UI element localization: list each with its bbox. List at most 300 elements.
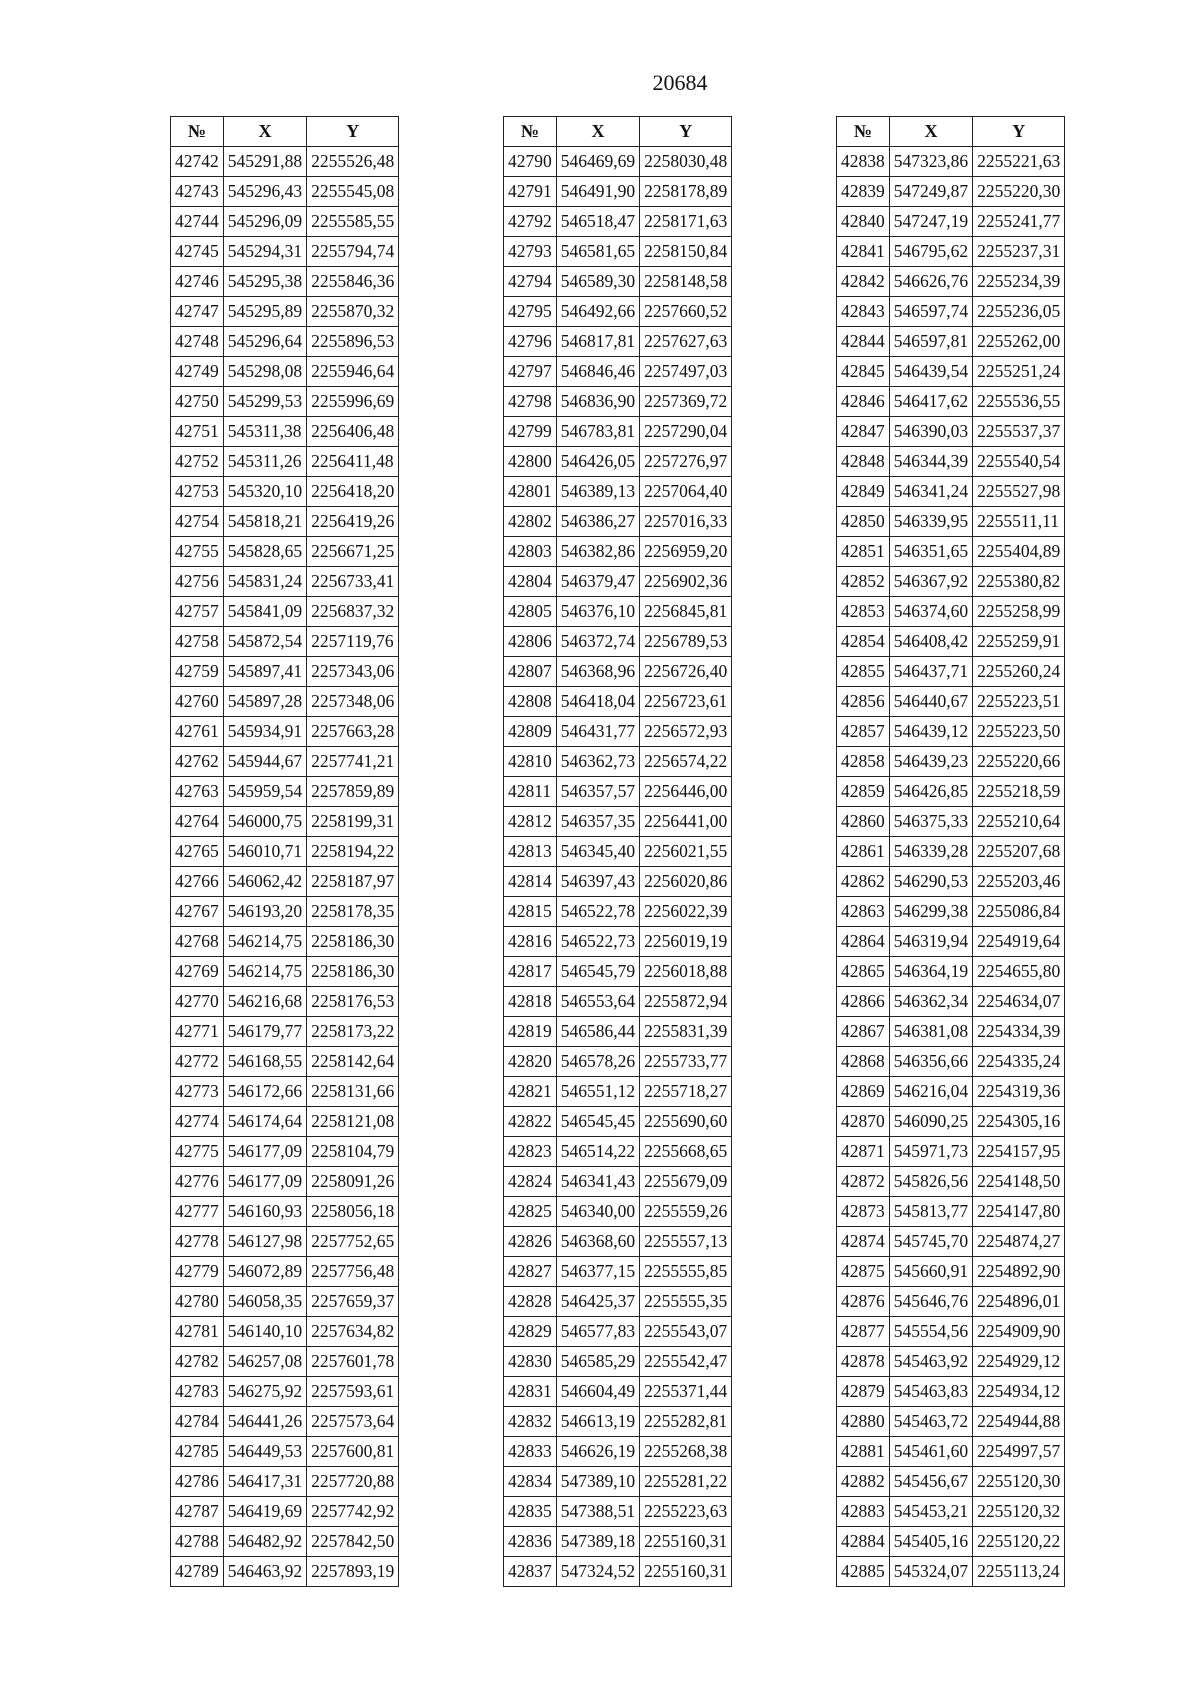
y-coordinate-cell: 2254148,50 <box>973 1167 1065 1197</box>
x-coordinate-cell: 546586,44 <box>556 1017 639 1047</box>
y-coordinate-cell: 2258121,08 <box>307 1107 399 1137</box>
y-coordinate-cell: 2254655,80 <box>973 957 1065 987</box>
x-coordinate-cell: 546368,60 <box>556 1227 639 1257</box>
y-coordinate-cell: 2255733,77 <box>640 1047 732 1077</box>
x-coordinate-cell: 546072,89 <box>223 1257 306 1287</box>
x-coordinate-cell: 546177,09 <box>223 1137 306 1167</box>
table-row <box>504 417 732 447</box>
y-coordinate-cell: 2258178,89 <box>640 177 732 207</box>
table-row <box>837 297 1065 327</box>
x-coordinate-cell: 546417,62 <box>889 387 972 417</box>
x-coordinate-cell: 546597,74 <box>889 297 972 327</box>
table-row <box>504 1377 732 1407</box>
x-coordinate-cell: 546469,69 <box>556 147 639 177</box>
table-row <box>504 987 732 1017</box>
y-coordinate-cell: 2256837,32 <box>307 597 399 627</box>
x-coordinate-cell: 546408,42 <box>889 627 972 657</box>
y-coordinate-cell: 2257016,33 <box>640 507 732 537</box>
point-number-cell: 42780 <box>171 1287 224 1317</box>
table-row <box>504 597 732 627</box>
point-number-cell: 42775 <box>171 1137 224 1167</box>
x-coordinate-cell: 546257,08 <box>223 1347 306 1377</box>
y-coordinate-cell: 2258186,30 <box>307 957 399 987</box>
x-coordinate-cell: 546357,57 <box>556 777 639 807</box>
point-number-cell: 42871 <box>837 1137 890 1167</box>
y-coordinate-cell: 2257842,50 <box>307 1527 399 1557</box>
table-row <box>504 1467 732 1497</box>
header-y: Y <box>307 117 399 147</box>
x-coordinate-cell: 545298,08 <box>223 357 306 387</box>
x-coordinate-cell: 545291,88 <box>223 147 306 177</box>
point-number-cell: 42794 <box>504 267 557 297</box>
point-number-cell: 42804 <box>504 567 557 597</box>
y-coordinate-cell: 2257290,04 <box>640 417 732 447</box>
table-row <box>837 177 1065 207</box>
x-coordinate-cell: 546551,12 <box>556 1077 639 1107</box>
y-coordinate-cell: 2257348,06 <box>307 687 399 717</box>
y-coordinate-cell: 2257741,21 <box>307 747 399 777</box>
x-coordinate-cell: 546127,98 <box>223 1227 306 1257</box>
table-row <box>504 867 732 897</box>
y-coordinate-cell: 2255536,55 <box>973 387 1065 417</box>
point-number-cell: 42754 <box>171 507 224 537</box>
table-row <box>504 1527 732 1557</box>
table-row <box>504 1017 732 1047</box>
y-coordinate-cell: 2255234,39 <box>973 267 1065 297</box>
y-coordinate-cell: 2257659,37 <box>307 1287 399 1317</box>
table-row <box>171 927 399 957</box>
y-coordinate-cell: 2256733,41 <box>307 567 399 597</box>
x-coordinate-cell: 546626,76 <box>889 267 972 297</box>
point-number-cell: 42876 <box>837 1287 890 1317</box>
point-number-cell: 42820 <box>504 1047 557 1077</box>
x-coordinate-cell: 546376,10 <box>556 597 639 627</box>
y-coordinate-cell: 2257593,61 <box>307 1377 399 1407</box>
x-coordinate-cell: 546339,28 <box>889 837 972 867</box>
table-row <box>837 777 1065 807</box>
y-coordinate-cell: 2254634,07 <box>973 987 1065 1017</box>
table-row <box>837 1407 1065 1437</box>
header-number: № <box>171 117 224 147</box>
y-coordinate-cell: 2258148,58 <box>640 267 732 297</box>
x-coordinate-cell: 546439,54 <box>889 357 972 387</box>
point-number-cell: 42786 <box>171 1467 224 1497</box>
table-row <box>504 267 732 297</box>
y-coordinate-cell: 2257893,19 <box>307 1557 399 1587</box>
point-number-cell: 42885 <box>837 1557 890 1587</box>
table-row <box>837 987 1065 1017</box>
point-number-cell: 42857 <box>837 717 890 747</box>
point-number-cell: 42838 <box>837 147 890 177</box>
point-number-cell: 42767 <box>171 897 224 927</box>
y-coordinate-cell: 2256723,61 <box>640 687 732 717</box>
point-number-cell: 42831 <box>504 1377 557 1407</box>
table-row <box>837 897 1065 927</box>
table-row <box>837 1527 1065 1557</box>
table-row <box>837 1317 1065 1347</box>
x-coordinate-cell: 545745,70 <box>889 1227 972 1257</box>
point-number-cell: 42779 <box>171 1257 224 1287</box>
y-coordinate-cell: 2256418,20 <box>307 477 399 507</box>
x-coordinate-cell: 546319,94 <box>889 927 972 957</box>
x-coordinate-cell: 546545,79 <box>556 957 639 987</box>
x-coordinate-cell: 545296,43 <box>223 177 306 207</box>
point-number-cell: 42883 <box>837 1497 890 1527</box>
x-coordinate-cell: 545463,72 <box>889 1407 972 1437</box>
table-row <box>504 447 732 477</box>
point-number-cell: 42817 <box>504 957 557 987</box>
y-coordinate-cell: 2257663,28 <box>307 717 399 747</box>
x-coordinate-cell: 546341,24 <box>889 477 972 507</box>
x-coordinate-cell: 546431,77 <box>556 717 639 747</box>
x-coordinate-cell: 545872,54 <box>223 627 306 657</box>
x-coordinate-cell: 546425,37 <box>556 1287 639 1317</box>
x-coordinate-cell: 545299,53 <box>223 387 306 417</box>
table-row <box>504 1047 732 1077</box>
y-coordinate-cell: 2256441,00 <box>640 807 732 837</box>
x-coordinate-cell: 545296,64 <box>223 327 306 357</box>
point-number-cell: 42834 <box>504 1467 557 1497</box>
x-coordinate-cell: 546419,69 <box>223 1497 306 1527</box>
table-row <box>837 1047 1065 1077</box>
y-coordinate-cell: 2257859,89 <box>307 777 399 807</box>
header-number: № <box>504 117 557 147</box>
table-row <box>171 1197 399 1227</box>
y-coordinate-cell: 2255831,39 <box>640 1017 732 1047</box>
x-coordinate-cell: 546362,34 <box>889 987 972 1017</box>
x-coordinate-cell: 546426,05 <box>556 447 639 477</box>
point-number-cell: 42830 <box>504 1347 557 1377</box>
x-coordinate-cell: 546817,81 <box>556 327 639 357</box>
table-row <box>504 537 732 567</box>
x-coordinate-cell: 545660,91 <box>889 1257 972 1287</box>
table-row <box>171 837 399 867</box>
point-number-cell: 42825 <box>504 1197 557 1227</box>
y-coordinate-cell: 2254892,90 <box>973 1257 1065 1287</box>
table-row <box>504 207 732 237</box>
point-number-cell: 42878 <box>837 1347 890 1377</box>
y-coordinate-cell: 2255160,31 <box>640 1557 732 1587</box>
x-coordinate-cell: 546417,31 <box>223 1467 306 1497</box>
y-coordinate-cell: 2256902,36 <box>640 567 732 597</box>
table-row <box>171 717 399 747</box>
x-coordinate-cell: 546397,43 <box>556 867 639 897</box>
table-row <box>171 1527 399 1557</box>
y-coordinate-cell: 2255896,53 <box>307 327 399 357</box>
table-row <box>171 1377 399 1407</box>
point-number-cell: 42797 <box>504 357 557 387</box>
x-coordinate-cell: 546386,27 <box>556 507 639 537</box>
y-coordinate-cell: 2255251,24 <box>973 357 1065 387</box>
point-number-cell: 42744 <box>171 207 224 237</box>
x-coordinate-cell: 546846,46 <box>556 357 639 387</box>
x-coordinate-cell: 546597,81 <box>889 327 972 357</box>
point-number-cell: 42826 <box>504 1227 557 1257</box>
y-coordinate-cell: 2255223,51 <box>973 687 1065 717</box>
table-row <box>171 807 399 837</box>
point-number-cell: 42765 <box>171 837 224 867</box>
point-number-cell: 42862 <box>837 867 890 897</box>
point-number-cell: 42759 <box>171 657 224 687</box>
point-number-cell: 42868 <box>837 1047 890 1077</box>
table-row <box>837 507 1065 537</box>
table-row <box>171 1437 399 1467</box>
point-number-cell: 42773 <box>171 1077 224 1107</box>
x-coordinate-cell: 545461,60 <box>889 1437 972 1467</box>
x-coordinate-cell: 545828,65 <box>223 537 306 567</box>
point-number-cell: 42861 <box>837 837 890 867</box>
table-row <box>171 1407 399 1437</box>
table-row <box>171 297 399 327</box>
point-number-cell: 42789 <box>171 1557 224 1587</box>
point-number-cell: 42856 <box>837 687 890 717</box>
point-number-cell: 42769 <box>171 957 224 987</box>
table-row <box>171 477 399 507</box>
x-coordinate-cell: 545934,91 <box>223 717 306 747</box>
table-row <box>837 1287 1065 1317</box>
y-coordinate-cell: 2255223,63 <box>640 1497 732 1527</box>
x-coordinate-cell: 546344,39 <box>889 447 972 477</box>
point-number-cell: 42798 <box>504 387 557 417</box>
y-coordinate-cell: 2254147,80 <box>973 1197 1065 1227</box>
point-number-cell: 42781 <box>171 1317 224 1347</box>
y-coordinate-cell: 2255557,13 <box>640 1227 732 1257</box>
x-coordinate-cell: 546372,74 <box>556 627 639 657</box>
y-coordinate-cell: 2255268,38 <box>640 1437 732 1467</box>
x-coordinate-cell: 546177,09 <box>223 1167 306 1197</box>
point-number-cell: 42772 <box>171 1047 224 1077</box>
table-header-row <box>837 117 1065 147</box>
point-number-cell: 42748 <box>171 327 224 357</box>
x-coordinate-cell: 545826,56 <box>889 1167 972 1197</box>
y-coordinate-cell: 2256671,25 <box>307 537 399 567</box>
y-coordinate-cell: 2254919,64 <box>973 927 1065 957</box>
point-number-cell: 42870 <box>837 1107 890 1137</box>
table-row <box>504 567 732 597</box>
x-coordinate-cell: 546000,75 <box>223 807 306 837</box>
x-coordinate-cell: 547388,51 <box>556 1497 639 1527</box>
point-number-cell: 42805 <box>504 597 557 627</box>
x-coordinate-cell: 546375,33 <box>889 807 972 837</box>
y-coordinate-cell: 2255668,65 <box>640 1137 732 1167</box>
y-coordinate-cell: 2258176,53 <box>307 987 399 1017</box>
y-coordinate-cell: 2254305,16 <box>973 1107 1065 1137</box>
point-number-cell: 42879 <box>837 1377 890 1407</box>
point-number-cell: 42802 <box>504 507 557 537</box>
point-number-cell: 42768 <box>171 927 224 957</box>
x-coordinate-cell: 546389,13 <box>556 477 639 507</box>
x-coordinate-cell: 545646,76 <box>889 1287 972 1317</box>
table-row <box>837 957 1065 987</box>
point-number-cell: 42783 <box>171 1377 224 1407</box>
x-coordinate-cell: 545456,67 <box>889 1467 972 1497</box>
x-coordinate-cell: 546553,64 <box>556 987 639 1017</box>
x-coordinate-cell: 547389,18 <box>556 1527 639 1557</box>
table-row <box>837 687 1065 717</box>
y-coordinate-cell: 2255527,98 <box>973 477 1065 507</box>
x-coordinate-cell: 546290,53 <box>889 867 972 897</box>
table-row <box>837 417 1065 447</box>
x-coordinate-cell: 546160,93 <box>223 1197 306 1227</box>
point-number-cell: 42785 <box>171 1437 224 1467</box>
point-number-cell: 42750 <box>171 387 224 417</box>
table-row <box>837 1017 1065 1047</box>
x-coordinate-cell: 546783,81 <box>556 417 639 447</box>
x-coordinate-cell: 546626,19 <box>556 1437 639 1467</box>
point-number-cell: 42840 <box>837 207 890 237</box>
table-row <box>837 1167 1065 1197</box>
x-coordinate-cell: 546795,62 <box>889 237 972 267</box>
table-row <box>837 867 1065 897</box>
y-coordinate-cell: 2256406,48 <box>307 417 399 447</box>
point-number-cell: 42828 <box>504 1287 557 1317</box>
x-coordinate-cell: 546367,92 <box>889 567 972 597</box>
x-coordinate-cell: 545311,26 <box>223 447 306 477</box>
point-number-cell: 42850 <box>837 507 890 537</box>
x-coordinate-cell: 546439,12 <box>889 717 972 747</box>
x-coordinate-cell: 546140,10 <box>223 1317 306 1347</box>
y-coordinate-cell: 2256021,55 <box>640 837 732 867</box>
y-coordinate-cell: 2255545,08 <box>307 177 399 207</box>
table-row <box>171 1347 399 1377</box>
x-coordinate-cell: 546362,73 <box>556 747 639 777</box>
point-number-cell: 42812 <box>504 807 557 837</box>
y-coordinate-cell: 2255223,50 <box>973 717 1065 747</box>
table-row <box>171 627 399 657</box>
table-row <box>504 387 732 417</box>
y-coordinate-cell: 2258056,18 <box>307 1197 399 1227</box>
y-coordinate-cell: 2255679,09 <box>640 1167 732 1197</box>
y-coordinate-cell: 2255260,24 <box>973 657 1065 687</box>
y-coordinate-cell: 2255120,32 <box>973 1497 1065 1527</box>
table-row <box>171 237 399 267</box>
table-header-row <box>504 117 732 147</box>
table-row <box>837 1437 1065 1467</box>
table-row <box>837 267 1065 297</box>
y-coordinate-cell: 2255542,47 <box>640 1347 732 1377</box>
header-y: Y <box>640 117 732 147</box>
x-coordinate-cell: 545841,09 <box>223 597 306 627</box>
x-coordinate-cell: 545463,83 <box>889 1377 972 1407</box>
x-coordinate-cell: 545405,16 <box>889 1527 972 1557</box>
table-row <box>504 1077 732 1107</box>
table-row <box>837 837 1065 867</box>
point-number-cell: 42813 <box>504 837 557 867</box>
y-coordinate-cell: 2257601,78 <box>307 1347 399 1377</box>
point-number-cell: 42858 <box>837 747 890 777</box>
y-coordinate-cell: 2256726,40 <box>640 657 732 687</box>
x-coordinate-cell: 546214,75 <box>223 927 306 957</box>
y-coordinate-cell: 2255120,30 <box>973 1467 1065 1497</box>
table-row <box>504 237 732 267</box>
point-number-cell: 42782 <box>171 1347 224 1377</box>
y-coordinate-cell: 2256419,26 <box>307 507 399 537</box>
point-number-cell: 42874 <box>837 1227 890 1257</box>
x-coordinate-cell: 546545,45 <box>556 1107 639 1137</box>
y-coordinate-cell: 2258104,79 <box>307 1137 399 1167</box>
table-row <box>504 357 732 387</box>
point-number-cell: 42837 <box>504 1557 557 1587</box>
x-coordinate-cell: 545453,21 <box>889 1497 972 1527</box>
x-coordinate-cell: 546374,60 <box>889 597 972 627</box>
table-row <box>504 1497 732 1527</box>
y-coordinate-cell: 2255220,30 <box>973 177 1065 207</box>
table-row <box>504 1107 732 1137</box>
point-number-cell: 42771 <box>171 1017 224 1047</box>
y-coordinate-cell: 2258186,30 <box>307 927 399 957</box>
point-number-cell: 42811 <box>504 777 557 807</box>
y-coordinate-cell: 2258199,31 <box>307 807 399 837</box>
x-coordinate-cell: 545897,41 <box>223 657 306 687</box>
table-row <box>837 1467 1065 1497</box>
y-coordinate-cell: 2258171,63 <box>640 207 732 237</box>
point-number-cell: 42881 <box>837 1437 890 1467</box>
table-row <box>837 1077 1065 1107</box>
x-coordinate-cell: 546390,03 <box>889 417 972 447</box>
table-row <box>171 747 399 777</box>
table-row <box>504 777 732 807</box>
x-coordinate-cell: 545944,67 <box>223 747 306 777</box>
table-row <box>504 627 732 657</box>
y-coordinate-cell: 2254319,36 <box>973 1077 1065 1107</box>
x-coordinate-cell: 546345,40 <box>556 837 639 867</box>
y-coordinate-cell: 2255371,44 <box>640 1377 732 1407</box>
point-number-cell: 42757 <box>171 597 224 627</box>
y-coordinate-cell: 2255380,82 <box>973 567 1065 597</box>
point-number-cell: 42839 <box>837 177 890 207</box>
y-coordinate-cell: 2255690,60 <box>640 1107 732 1137</box>
table-row <box>837 717 1065 747</box>
table-row <box>837 1107 1065 1137</box>
table-row <box>504 927 732 957</box>
x-coordinate-cell: 546216,04 <box>889 1077 972 1107</box>
x-coordinate-cell: 546418,04 <box>556 687 639 717</box>
point-number-cell: 42756 <box>171 567 224 597</box>
x-coordinate-cell: 545463,92 <box>889 1347 972 1377</box>
y-coordinate-cell: 2257497,03 <box>640 357 732 387</box>
y-coordinate-cell: 2257600,81 <box>307 1437 399 1467</box>
y-coordinate-cell: 2256789,53 <box>640 627 732 657</box>
table-row <box>171 1467 399 1497</box>
table-header-row <box>171 117 399 147</box>
x-coordinate-cell: 545818,21 <box>223 507 306 537</box>
table-row <box>171 597 399 627</box>
x-coordinate-cell: 546585,29 <box>556 1347 639 1377</box>
point-number-cell: 42841 <box>837 237 890 267</box>
point-number-cell: 42749 <box>171 357 224 387</box>
table-row <box>504 1287 732 1317</box>
point-number-cell: 42764 <box>171 807 224 837</box>
table-row <box>504 507 732 537</box>
y-coordinate-cell: 2255259,91 <box>973 627 1065 657</box>
table-row <box>171 1497 399 1527</box>
coordinate-table-1 <box>170 116 399 1587</box>
coordinate-table-3 <box>836 116 1065 1587</box>
table-row <box>171 327 399 357</box>
point-number-cell: 42753 <box>171 477 224 507</box>
point-number-cell: 42822 <box>504 1107 557 1137</box>
y-coordinate-cell: 2255220,66 <box>973 747 1065 777</box>
y-coordinate-cell: 2256446,00 <box>640 777 732 807</box>
y-coordinate-cell: 2257756,48 <box>307 1257 399 1287</box>
x-coordinate-cell: 546340,00 <box>556 1197 639 1227</box>
y-coordinate-cell: 2255218,59 <box>973 777 1065 807</box>
x-coordinate-cell: 546299,38 <box>889 897 972 927</box>
point-number-cell: 42882 <box>837 1467 890 1497</box>
point-number-cell: 42827 <box>504 1257 557 1287</box>
point-number-cell: 42814 <box>504 867 557 897</box>
table-row <box>504 1137 732 1167</box>
